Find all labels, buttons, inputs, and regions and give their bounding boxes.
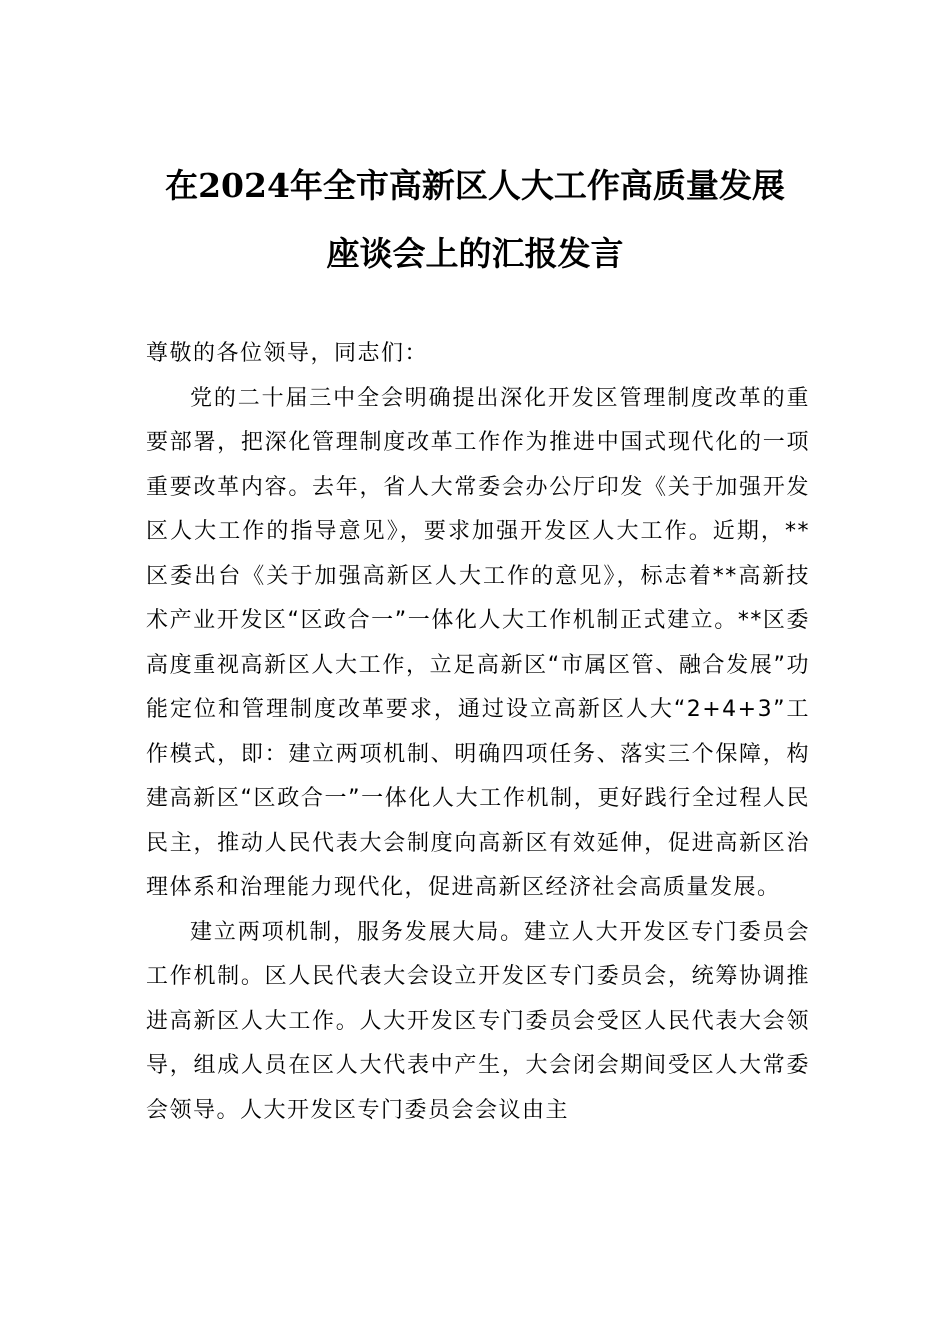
paragraph-2: 建立两项机制，服务发展大局。建立人大开发区专门委员会工作机制。区人民代表大会设立开发区专门委员会，统筹协调推进高新区人大工作。人大开发区专门委员会受区人民代表大会领导，组成人员在区人大代表中产生，大会闭会期间受区人大常委会领导。人大开发区专门委员会会议由主 — [146, 919, 810, 1123]
document-body — [146, 332, 810, 1133]
document-title-line-2: 座谈会上的汇报发言 — [326, 234, 624, 273]
paragraph-1: 党的二十届三中全会明确提出深化开发区管理制度改革的重要部署，把深化管理制度改革工作作为推进中国式现代化的一项重要改革内容。去年，省人大常委会办公厅印发《关于加强开发区人大工作的指导意见》，要求加强开发区人大工作。近期，**区委出台《关于加强高新区人大工作的意见》，标志着**高新技术产业开发区“区政合一”一体化人大工作机制正式建立。**区委高度重视高新区人大工作，立足高新区“市属区管、融合发展”功能定位和管理制度改革要求，通过设立高新区人大“2+4+3”工作模式，即：建立两项机制、明确四项任务、落实三个保障，构建高新区“区政合一”一体化人大工作机制，更好践行全过程人民民主，推动人民代表大会制度向高新区有效延伸，促进高新区治理体系和治理能力现代化，促进高新区经济社会高质量发展。 — [146, 385, 810, 900]
salutation: 尊敬的各位领导，同志们： — [146, 341, 429, 366]
document-title-line-1: 在2024年全市高新区人大工作高质量发展 — [165, 166, 785, 205]
